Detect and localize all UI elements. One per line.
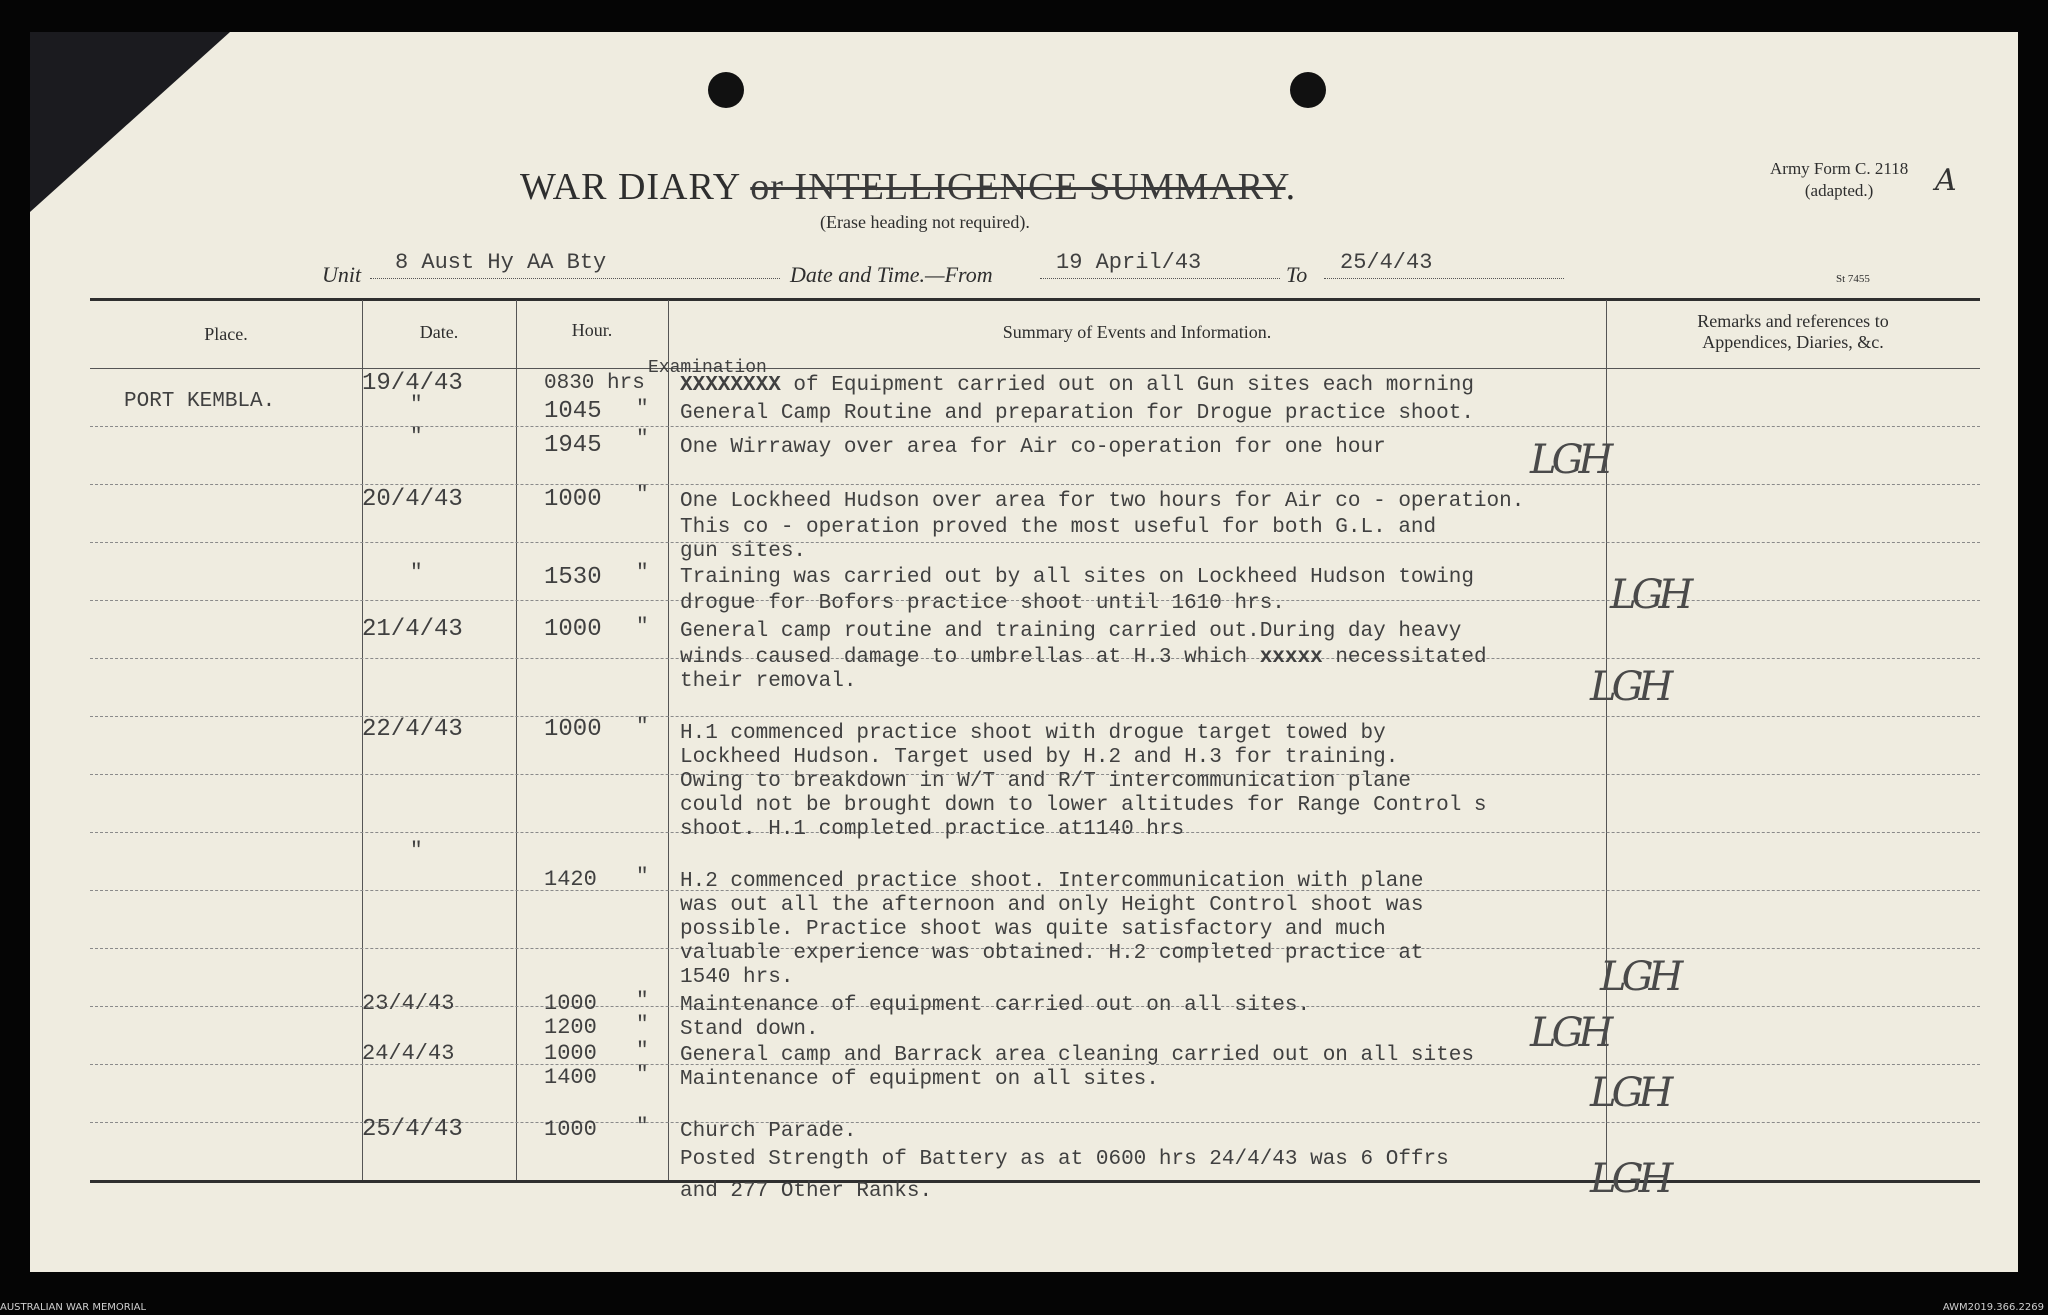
entry-hour-ditto: " xyxy=(636,398,649,421)
form-number-line1: Army Form C. 2118 xyxy=(1770,159,1909,178)
entry-hour-ditto: " xyxy=(636,562,649,585)
column-header-hour: Hour. xyxy=(571,320,613,340)
corner-tab xyxy=(30,32,230,212)
table-bottom-rule xyxy=(90,1180,1980,1183)
entry-text: H.1 commenced practice shoot with drogue target towed by xyxy=(680,722,1386,745)
entry-text: valuable experience was obtained. H.2 completed practice at xyxy=(680,942,1424,965)
form-number xyxy=(1770,158,1908,202)
unit-label: Unit xyxy=(322,262,362,287)
ruled-line xyxy=(90,484,1980,485)
entry-hour: 1530 xyxy=(544,564,602,591)
title-struck-text: or INTELLIGENCE SUMMARY xyxy=(750,166,1286,208)
entry-date: 22/4/43 xyxy=(362,716,463,743)
entry-hour-ditto: " xyxy=(636,1014,649,1037)
entry-hour: 1000 xyxy=(544,1041,597,1066)
entry-date-ditto: " xyxy=(410,426,423,449)
entry-hour: 1420 xyxy=(544,867,597,892)
column-header-date: Date. xyxy=(419,322,459,342)
form-number-line2: (adapted.) xyxy=(1804,181,1874,200)
column-divider xyxy=(668,300,669,1180)
entry-text: their removal. xyxy=(680,670,857,693)
entry-text xyxy=(680,646,1487,670)
place-value: PORT KEMBLA. xyxy=(124,390,276,413)
entry-hour: 1000 xyxy=(544,486,602,513)
stationery-number: St 7455 xyxy=(1836,273,1870,285)
entry-text: Lockheed Hudson. Target used by H.2 and H.3 for training. xyxy=(680,746,1399,769)
entry-text: General camp routine and training carried out.During day heavy xyxy=(680,620,1462,643)
entry-date: 25/4/43 xyxy=(362,1116,463,1143)
entry-text: Posted Strength of Battery as at 0600 hrs 24/4/43 was 6 Offrs xyxy=(680,1148,1449,1171)
entry-text: shoot. H.1 completed practice at1140 hrs xyxy=(680,818,1185,841)
entry-text: General camp and Barrack area cleaning carried out on all sites xyxy=(680,1044,1474,1067)
footer-right: AWM2019.366.2269 xyxy=(1942,1302,2044,1313)
entry-text-part: of Equipment carried out on all Gun sites each morning xyxy=(780,374,1474,397)
entry-date-ditto: " xyxy=(410,562,423,585)
entry-text-part: necessitated xyxy=(1322,646,1487,669)
diary-page xyxy=(30,32,2018,1272)
remarks-header-line2: Appendices, Diaries, &c. xyxy=(1702,332,1884,352)
entry-date: 21/4/43 xyxy=(362,616,463,643)
handwritten-initials: LGH xyxy=(1590,664,1669,710)
entry-date-ditto: " xyxy=(410,394,423,417)
column-divider xyxy=(516,300,517,1180)
entry-hour: 1200 xyxy=(544,1015,597,1040)
entry-text: One Lockheed Hudson over area for two hours for Air co - operation. xyxy=(680,490,1525,513)
entry-hour: 1045 xyxy=(544,398,602,425)
footer-left: AUSTRALIAN WAR MEMORIAL xyxy=(0,1302,147,1313)
entry-hour: 1000 xyxy=(544,1117,597,1142)
entry-hour-ditto: " xyxy=(636,716,649,739)
date-to-label: To xyxy=(1286,262,1308,287)
ruled-line xyxy=(90,368,1980,369)
entry-text: H.2 commenced practice shoot. Intercommunication with plane xyxy=(680,870,1424,893)
entry-struck-text: xxxxx xyxy=(1259,646,1323,669)
entry-struck-text: XXXXXXXX xyxy=(680,374,781,397)
column-header-summary: Summary of Events and Information. xyxy=(1002,322,1272,342)
handwritten-initials: LGH xyxy=(1610,572,1689,618)
entry-text: General Camp Routine and preparation for Drogue practice shoot. xyxy=(680,402,1474,425)
entry-text: Church Parade. xyxy=(680,1120,857,1143)
entry-hour-ditto: " xyxy=(636,484,649,507)
entry-hour-ditto: " xyxy=(636,866,649,889)
entry-text: and 277 Other Ranks. xyxy=(680,1180,933,1203)
entry-date-ditto: " xyxy=(410,840,423,863)
form-handwritten-mark: A xyxy=(1935,163,1957,198)
entry-text: gun sites. xyxy=(680,540,807,563)
entry-date: 19/4/43 xyxy=(362,370,463,397)
entry-text: was out all the afternoon and only Height Control shoot was xyxy=(680,894,1424,917)
entry-date: 20/4/43 xyxy=(362,486,463,513)
entry-hour-ditto: " xyxy=(636,990,649,1013)
entry-text: possible. Practice shoot was quite satisfactory and much xyxy=(680,918,1386,941)
handwritten-initials: LGH xyxy=(1590,1070,1669,1116)
entry-hour-ditto: " xyxy=(636,1064,649,1087)
unit-value: 8 Aust Hy AA Bty xyxy=(395,250,607,275)
date-to-value: 25/4/43 xyxy=(1340,250,1433,275)
handwritten-initials: LGH xyxy=(1530,437,1609,483)
date-from-value: 19 April/43 xyxy=(1056,250,1202,275)
entry-date: 23/4/43 xyxy=(362,991,455,1016)
entry-hour: 1945 xyxy=(544,432,602,459)
entry-text-part: winds caused damage to umbrellas at H.3 which xyxy=(680,646,1260,669)
entry-text: Stand down. xyxy=(680,1018,819,1041)
entry-text: Maintenance of equipment on all sites. xyxy=(680,1068,1159,1091)
punch-hole xyxy=(1290,72,1326,108)
entry-text: Training was carried out by all sites on Lockheed Hudson towing xyxy=(680,566,1474,589)
entry-hour: 0830 hrs xyxy=(544,372,645,395)
entry-hour: 1000 xyxy=(544,716,602,743)
handwritten-initials: LGH xyxy=(1590,1156,1669,1202)
erase-note: (Erase heading not required). xyxy=(820,212,1030,232)
title-text: WAR DIARY xyxy=(520,166,751,208)
date-to-dotline xyxy=(1324,278,1564,279)
entry-date: 24/4/43 xyxy=(362,1041,455,1066)
punch-hole xyxy=(708,72,744,108)
column-header-remarks xyxy=(1606,311,1980,353)
date-from-dotline xyxy=(1040,278,1280,279)
entry-text: 1540 hrs. xyxy=(680,966,794,989)
entry-hour: 1400 xyxy=(544,1065,597,1090)
entry-hour: 1000 xyxy=(544,616,602,643)
page-title xyxy=(520,165,1296,209)
entry-text: could not be brought down to lower altitudes for Range Control s xyxy=(680,794,1487,817)
handwritten-initials: LGH xyxy=(1600,954,1679,1000)
remarks-header-line1: Remarks and references to xyxy=(1697,311,1889,331)
date-from-label: Date and Time.—From xyxy=(790,262,993,287)
entry-overwrite: Examination xyxy=(648,358,767,378)
table-top-rule xyxy=(90,298,1980,301)
entry-text: This co - operation proved the most useful for both G.L. and xyxy=(680,516,1437,539)
ruled-line xyxy=(90,542,1980,543)
entry-hour-ditto: " xyxy=(636,1116,649,1139)
column-header-place: Place. xyxy=(204,324,248,344)
entry-hour-ditto: " xyxy=(636,428,649,451)
entry-text: Maintenance of equipment carried out on all sites. xyxy=(680,994,1311,1017)
handwritten-initials: LGH xyxy=(1530,1010,1609,1056)
entry-text: Owing to breakdown in W/T and R/T intercommunication plane xyxy=(680,770,1411,793)
ruled-line xyxy=(90,426,1980,427)
entry-hour: 1000 xyxy=(544,991,597,1016)
entry-text xyxy=(680,374,1474,398)
entry-hour-ditto: " xyxy=(636,1040,649,1063)
entry-text: One Wirraway over area for Air co-operation for one hour xyxy=(680,436,1386,459)
entry-text: drogue for Bofors practice shoot until 1610 hrs. xyxy=(680,592,1285,615)
title-period: . xyxy=(1285,166,1297,208)
entry-hour-ditto: " xyxy=(636,616,649,639)
unit-dotline xyxy=(370,278,780,279)
